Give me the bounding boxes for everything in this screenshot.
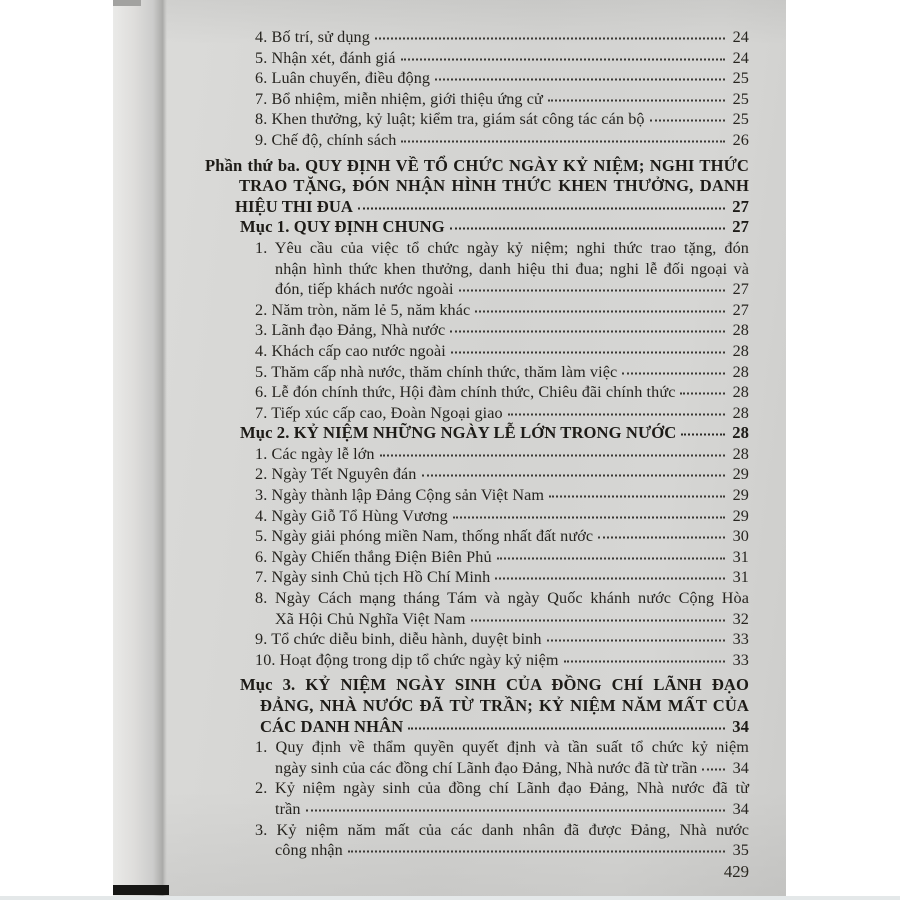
toc-line (205, 89, 749, 110)
dot-leader (450, 331, 725, 333)
toc-line (205, 588, 749, 609)
toc-line (205, 217, 749, 238)
toc-entry-text: 4. Khách cấp cao nước ngoài (255, 341, 446, 360)
toc-page-ref: 26 (732, 130, 749, 149)
toc-line (205, 279, 749, 300)
toc-line (205, 650, 749, 671)
dot-leader (495, 578, 725, 580)
toc-line (205, 820, 749, 841)
table-of-contents (205, 27, 749, 861)
toc-line (205, 840, 749, 861)
toc-line (205, 341, 749, 362)
dot-leader (459, 290, 725, 292)
toc-line (205, 547, 749, 568)
toc-entry-text: Phần thứ ba. QUY ĐỊNH VỀ TỔ CHỨC NGÀY KỶ NIỆM; NGHI THỨC (205, 155, 749, 175)
dot-leader (598, 537, 725, 539)
toc-page-ref: 29 (732, 465, 749, 484)
toc-entry-text: 5. Thăm cấp nhà nước, thăm chính thức, thăm làm việc (255, 362, 618, 381)
toc-entry-text: 3. Lãnh đạo Đảng, Nhà nước (255, 321, 446, 340)
toc-entry-text: Mục 2. KỶ NIỆM NHỮNG NGÀY LỄ LỚN TRONG NƯỚC (240, 423, 677, 443)
toc-line (205, 68, 749, 89)
toc-line (205, 156, 749, 177)
toc-line (205, 109, 749, 130)
dot-leader (475, 310, 725, 312)
toc-entry-text: 3. Kỷ niệm năm mất của các danh nhân đã được Đảng, Nhà nước (255, 820, 749, 839)
toc-page-ref: 30 (732, 527, 749, 546)
toc-page-ref: 28 (732, 403, 749, 422)
dot-leader (435, 79, 725, 81)
photo-top-artifact (113, 0, 141, 6)
toc-page-ref: 29 (732, 486, 749, 505)
dot-leader (622, 372, 725, 374)
dot-leader (450, 228, 725, 230)
toc-line (205, 675, 749, 696)
dot-leader (348, 851, 725, 853)
toc-entry-text: 3. Ngày thành lập Đảng Cộng sản Việt Nam (255, 486, 545, 505)
dot-leader (548, 99, 725, 101)
dot-leader (408, 727, 725, 729)
toc-page-ref: 33 (732, 650, 749, 669)
dot-leader (422, 475, 726, 477)
dot-leader (471, 619, 725, 621)
toc-entry-text: ĐẢNG, NHÀ NƯỚC ĐÃ TỪ TRẦN; KỶ NIỆM NĂM MẤT CỦA (260, 696, 749, 715)
toc-line (205, 444, 749, 465)
toc-entry-text: 4. Ngày Giỗ Tổ Hùng Vương (255, 506, 448, 525)
toc-page-ref: 25 (732, 110, 749, 129)
toc-entry-text: 2. Ngày Tết Nguyên đán (255, 465, 417, 484)
toc-line (205, 176, 749, 197)
page-number: 429 (723, 862, 749, 881)
toc-page-ref: 34 (732, 758, 749, 777)
dot-leader (401, 140, 725, 142)
toc-entry-text: 10. Hoạt động trong dịp tổ chức ngày kỷ niệm (255, 650, 559, 669)
toc-entry-text: HIỆU THI ĐUA (235, 196, 353, 216)
photo-bottom-edge (0, 896, 900, 900)
toc-line (205, 320, 749, 341)
toc-entry-text: Xã Hội Chủ Nghĩa Việt Nam (275, 609, 466, 628)
dot-leader (401, 58, 725, 60)
toc-entry-text: ngày sinh của các đồng chí Lãnh đạo Đảng, Nhà nước đã từ trần (275, 758, 698, 777)
toc-entry-text: 6. Luân chuyển, điều động (255, 69, 431, 88)
toc-line (205, 778, 749, 799)
toc-entry-text: 1. Quy định về thẩm quyền quyết định và tần suất tổ chức kỷ niệm (255, 738, 749, 757)
dot-leader (497, 557, 725, 559)
toc-entry-text: 5. Nhận xét, đánh giá (255, 48, 396, 67)
toc-page-ref: 25 (732, 89, 749, 108)
dot-leader (650, 120, 725, 122)
book-page-photo (113, 0, 786, 897)
dot-leader (547, 640, 725, 642)
toc-entry-text: 6. Lễ đón chính thức, Hội đàm chính thức, Chiêu đãi chính thức (255, 383, 676, 402)
toc-line (205, 403, 749, 424)
dot-leader (306, 809, 725, 811)
toc-page-ref: 28 (732, 362, 749, 381)
dot-leader (508, 413, 725, 415)
toc-line (205, 130, 749, 151)
toc-entry-text: 9. Chế độ, chính sách (255, 130, 397, 149)
toc-entry-text: đón, tiếp khách nước ngoài (275, 280, 454, 299)
toc-page-ref: 24 (732, 48, 749, 67)
toc-line (205, 48, 749, 69)
toc-line (205, 737, 749, 758)
dot-leader (681, 434, 725, 436)
dot-leader (380, 454, 725, 456)
book-edge-dark-bar (113, 885, 169, 895)
toc-entry-text: trần (275, 799, 301, 818)
toc-page-ref: 31 (732, 568, 749, 587)
toc-entry-text: 1. Các ngày lễ lớn (255, 444, 375, 463)
toc-entry-text: 2. Năm tròn, năm lẻ 5, năm khác (255, 300, 471, 319)
toc-page-ref: 34 (732, 716, 749, 736)
toc-page-ref: 27 (732, 280, 749, 299)
toc-line (205, 485, 749, 506)
toc-entry-text: 2. Kỷ niệm ngày sinh của đồng chí Lãnh đạo Đảng, Nhà nước đã từ (255, 779, 749, 798)
toc-page-ref: 27 (732, 300, 749, 319)
toc-line (205, 717, 749, 738)
toc-entry-text: 9. Tổ chức diễu binh, diễu hành, duyệt binh (255, 630, 542, 649)
toc-line (205, 526, 749, 547)
toc-page-ref: 33 (732, 630, 749, 649)
dot-leader (549, 496, 725, 498)
toc-page-ref: 27 (732, 217, 749, 237)
toc-line (205, 259, 749, 280)
dot-leader (453, 516, 725, 518)
toc-entry-text: Mục 1. QUY ĐỊNH CHUNG (240, 217, 445, 237)
toc-entry-text: 7. Ngày sinh Chủ tịch Hồ Chí Minh (255, 568, 491, 587)
page-edge-shadow (113, 0, 167, 897)
toc-page-ref: 28 (732, 423, 749, 443)
toc-entry-text: 1. Yêu cầu của việc tổ chức ngày kỷ niệm; nghi thức trao tặng, đón (255, 238, 749, 257)
toc-entry-text: 8. Khen thưởng, kỷ luật; kiểm tra, giám sát công tác cán bộ (255, 110, 645, 129)
toc-page-ref: 29 (732, 506, 749, 525)
toc-entry-text: công nhận (275, 841, 343, 860)
toc-entry-text: 7. Tiếp xúc cấp cao, Đoàn Ngoại giao (255, 403, 503, 422)
toc-page-ref: 28 (732, 321, 749, 340)
toc-line (205, 423, 749, 444)
toc-page-ref: 31 (732, 547, 749, 566)
dot-leader (451, 351, 725, 353)
dot-leader (680, 393, 725, 395)
toc-line (205, 197, 749, 218)
toc-entry-text: Mục 3. KỶ NIỆM NGÀY SINH CỦA ĐỒNG CHÍ LÃNH ĐẠO (240, 675, 749, 695)
toc-line (205, 609, 749, 630)
toc-page-ref: 24 (732, 28, 749, 46)
toc-line (205, 696, 749, 717)
dot-leader (564, 660, 725, 662)
toc-line (205, 238, 749, 259)
toc-line (205, 300, 749, 321)
toc-line (205, 567, 749, 588)
toc-entry-text: TRAO TẶNG, ĐÓN NHẬN HÌNH THỨC KHEN THƯỞNG, DANH (239, 176, 749, 196)
toc-entry-text: CÁC DANH NHÂN (260, 716, 404, 736)
toc-entry-text: 8. Ngày Cách mạng tháng Tám và ngày Quốc khánh nước Cộng Hòa (255, 589, 749, 608)
toc-line (205, 758, 749, 779)
toc-page-ref: 25 (732, 69, 749, 88)
toc-page-ref: 35 (732, 841, 749, 860)
dot-leader (358, 207, 725, 209)
toc-entry-text: 5. Ngày giải phóng miền Nam, thống nhất đất nước (255, 527, 594, 546)
dot-leader (375, 38, 725, 40)
dot-leader (702, 768, 725, 770)
toc-line (205, 629, 749, 650)
toc-line (205, 464, 749, 485)
toc-entry-text: 4. Bố trí, sử dụng (255, 28, 370, 46)
toc-page-ref: 32 (732, 609, 749, 628)
toc-page-ref: 28 (732, 444, 749, 463)
toc-entry-text: nhận hình thức khen thưởng, danh hiệu thi đua; nghi lễ đối ngoại và (275, 259, 749, 278)
toc-line (205, 27, 749, 48)
toc-page-ref: 28 (732, 341, 749, 360)
toc-entry-text: 6. Ngày Chiến thắng Điện Biên Phủ (255, 547, 492, 566)
toc-entry-text: 7. Bổ nhiệm, miễn nhiệm, giới thiệu ứng cử (255, 89, 543, 108)
toc-line (205, 799, 749, 820)
toc-page-ref: 28 (732, 383, 749, 402)
toc-line (205, 506, 749, 527)
toc-page-ref: 34 (732, 799, 749, 818)
toc-line (205, 362, 749, 383)
toc-page-ref: 27 (732, 196, 749, 216)
toc-line (205, 382, 749, 403)
